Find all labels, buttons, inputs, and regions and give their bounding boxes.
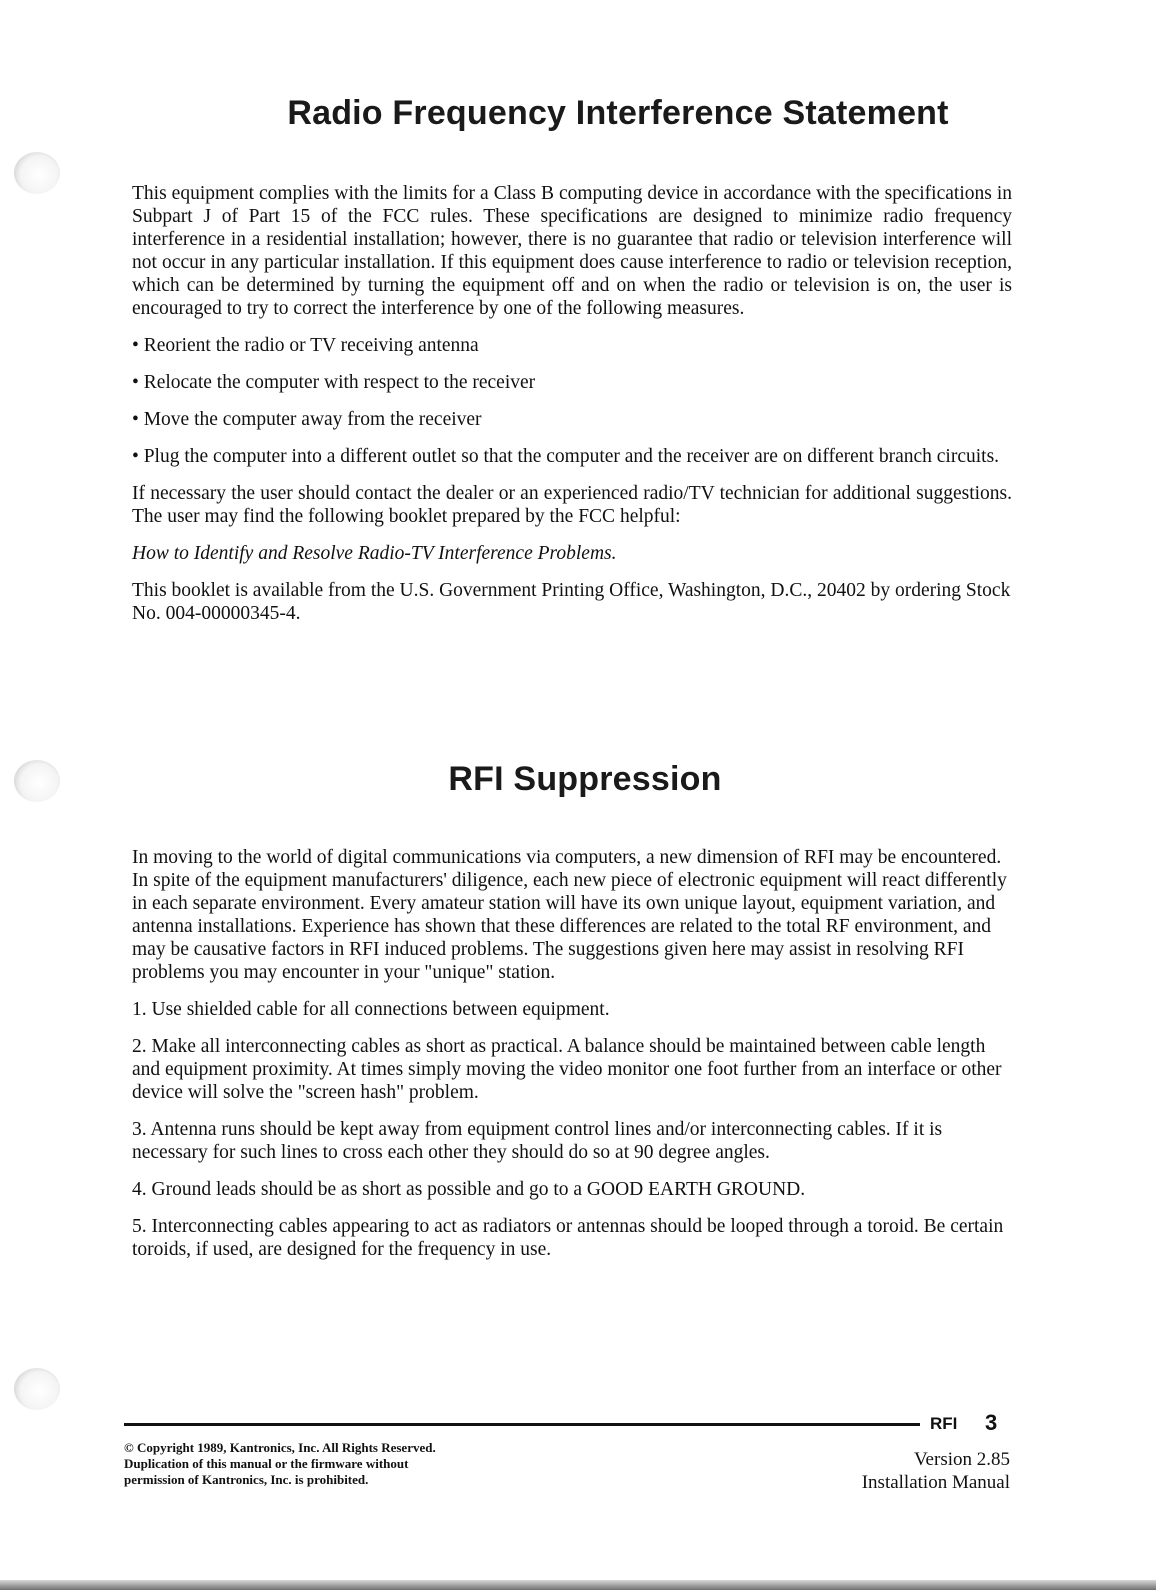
binder-hole xyxy=(14,1368,60,1410)
booklet-title: How to Identify and Resolve Radio-TV Interference Problems. xyxy=(132,543,617,564)
rfi-statement-heading: Radio Frequency Interference Statement xyxy=(287,94,949,132)
suggestion-item: 5. Interconnecting cables appearing to act as radiators or antennas should be looped through a toroid. Be certain toroids, if used, are designed for the frequency in use. xyxy=(132,1216,1004,1260)
scan-edge xyxy=(0,1580,1156,1590)
rfi-suppression-section xyxy=(132,846,1012,1261)
copyright-notice xyxy=(124,1440,594,1488)
duplication-line: Duplication of this manual or the firmware without xyxy=(124,1456,409,1471)
rfi-statement-section xyxy=(132,182,1012,625)
suggestion-item: 3. Antenna runs should be kept away from equipment control lines and/or interconnecting cables. If it is necessary for such lines to cross each other they should do so at 90 degree angles. xyxy=(132,1119,943,1163)
rfi-suppression-heading: RFI Suppression xyxy=(448,760,722,798)
duplication-line: permission of Kantronics, Inc. is prohibited. xyxy=(124,1472,369,1487)
manual-name: Installation Manual xyxy=(861,1472,1010,1493)
page-number: 3 xyxy=(985,1410,998,1435)
measure-bullet: • Plug the computer into a different outlet so that the computer and the receiver are on different branch circuits. xyxy=(132,446,1000,467)
copyright-line: © Copyright 1989, Kantronics, Inc. All Rights Reserved. xyxy=(124,1440,436,1455)
suppression-intro: In moving to the world of digital communications via computers, a new dimension of RFI may be encountered. In spite of the equipment manufacturers' diligence, each new piece of electronic equipment will react differently in each separate environment. Every amateur station will have its own unique layout, equipment variation, and antenna installations. Experience has shown that these differences are related to the total RF environment, and may be causative factors in RFI induced problems. The suggestions given here may assist in resolving RFI problems you may encounter in your "unique" station. xyxy=(132,847,1007,983)
measure-bullet: • Relocate the computer with respect to the receiver xyxy=(132,372,536,393)
binder-hole xyxy=(14,152,60,194)
version-info xyxy=(862,1448,1010,1494)
suggestion-item: 4. Ground leads should be as short as possible and go to a GOOD EARTH GROUND. xyxy=(132,1179,806,1200)
compliance-paragraph: This equipment complies with the limits for a Class B computing device in accordance with the specifications in Subpart J of Part 15 of the FCC rules. These specifications are designed to minimize radio frequency interference in a residential installation; however, there is no guarantee that radio or television interference will not occur in any particular installation. If this equipment does cause interference to radio or television reception, which can be determined by turning the equipment off and on when the radio or television is on, the user is encouraged to try to correct the interference by one of the following measures. xyxy=(132,183,1012,319)
suggestion-item: 1. Use shielded cable for all connections between equipment. xyxy=(132,999,610,1020)
contact-paragraph: If necessary the user should contact the dealer or an experienced radio/TV technician for additional suggestions. The user may find the following booklet prepared by the FCC helpful: xyxy=(132,483,1012,527)
footer-rule xyxy=(124,1423,920,1426)
suggestion-item: 2. Make all interconnecting cables as short as practical. A balance should be maintained between cable length and equipment proximity. At times simply moving the video monitor one foot further from an interface or other device will solve the "screen hash" problem. xyxy=(132,1036,1002,1103)
measure-bullet: • Move the computer away from the receiver xyxy=(132,409,482,430)
measure-bullet: • Reorient the radio or TV receiving antenna xyxy=(132,335,479,356)
version-number: Version 2.85 xyxy=(913,1449,1010,1470)
availability-paragraph: This booklet is available from the U.S. Government Printing Office, Washington, D.C., 20402 by ordering Stock No. 004-00000345-4. xyxy=(132,580,1011,624)
footer-section-label: RFI xyxy=(930,1414,958,1433)
